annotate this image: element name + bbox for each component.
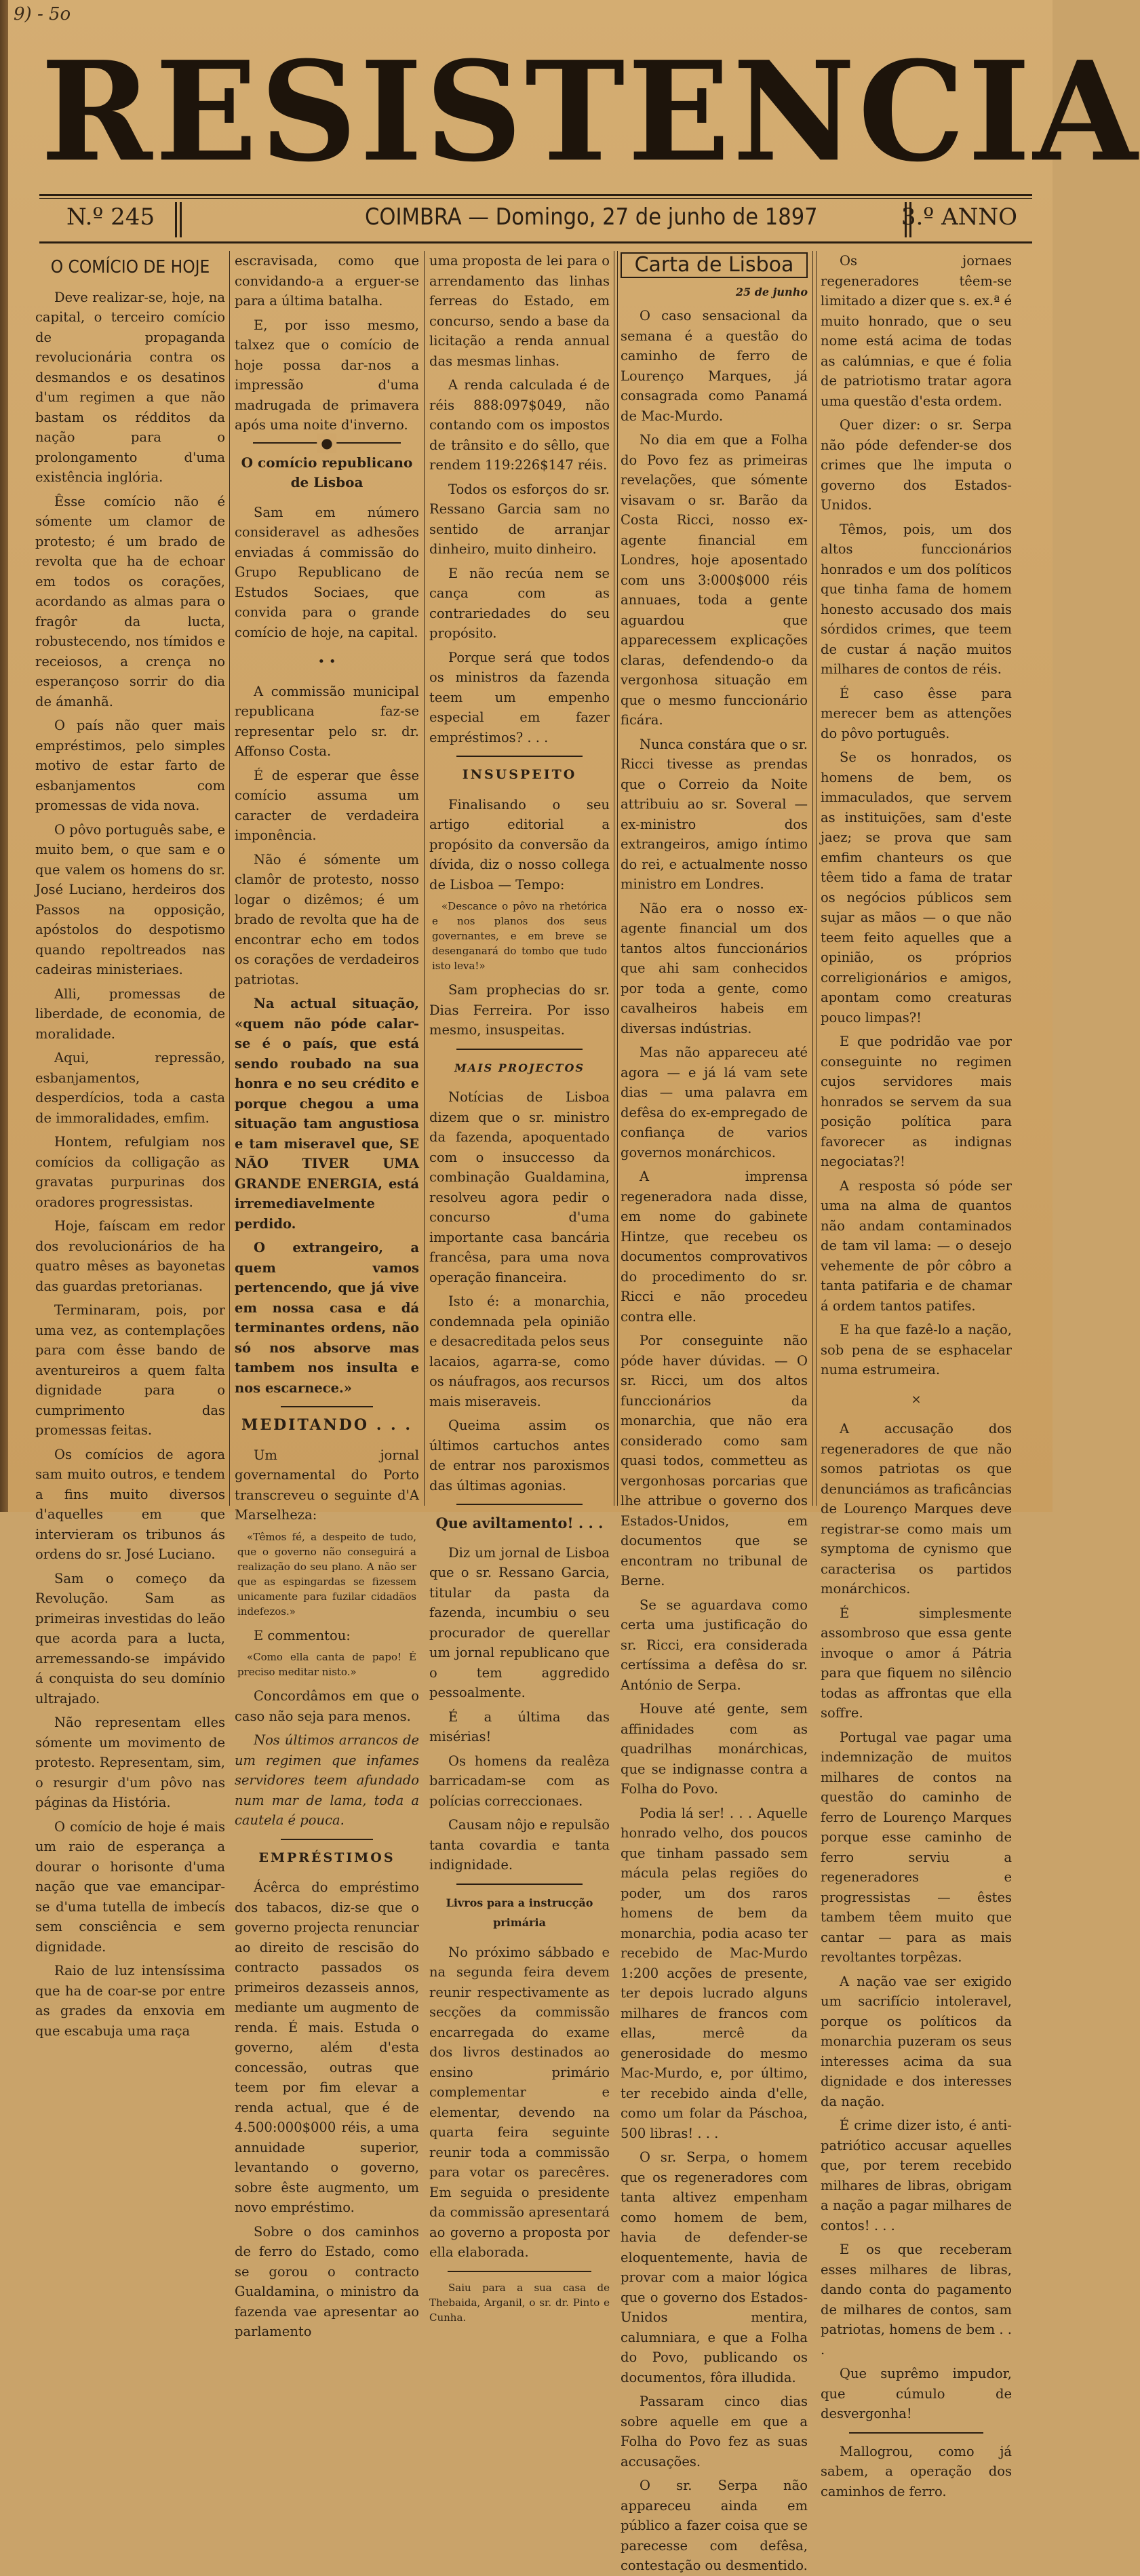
paragraph: O sr. Serpa, o homem que os regeneradores com tanta altivez empenham como homem de bem, havia de defender-se eloquentemente, havia de provar com a maior lógica que o governo dos Estados-Unidos mentira, calumniara, e que a Folha do Povo, publicando os documentos, fôra illudida.	[621, 2149, 808, 2385]
article-heading: Carta de Lisboa	[634, 253, 794, 277]
paragraph: Sam em número consideravel as adhesões enviadas á commissão do Grupo Republicano de Estudos Sociaes, que convida para o grande comício de hoje, na capital.	[235, 504, 419, 640]
paragraph: Porque será que todos os ministros da fazenda teem um empenho especial em fazer empréstimos? . . .	[429, 649, 610, 745]
divider	[281, 1406, 373, 1407]
divider	[448, 2271, 592, 2272]
paragraph: E, por isso mesmo, talxez que o comício de hoje possa dar-nos a impressão d'uma madrugada de primavera após uma noite d'inverno.	[235, 317, 419, 433]
column-rule	[812, 251, 817, 1506]
paragraph: Aqui, repressão, esbanjamentos, desperdícios, toda a casta de immoralidades, emfim.	[35, 1050, 225, 1126]
paragraph: Não era o nosso ex-agente financial um dos tantos altos funccionários que ahi sam conhecidos por toda a gente, como cavalheiros habeis em diversas indústrias.	[621, 900, 808, 1036]
paragraph: É caso êsse para merecer bem as attenções do pôvo português.	[821, 685, 1012, 741]
quotation: «Descance o pôvo na rhetórica e nos planos dos seus governantes, e em breve se desenganará do tombo que tudo isto leva!»	[432, 900, 607, 972]
paragraph: Podia lá ser! . . . Aquelle honrado velho, dos poucos que tinham passado sem mácula pelas regiões do poder, um dos raros homens de bem da monarchia, podia acaso ter recebido de Mac-Murdo 1:200 acções de presente, ter depois lucrado alguns milhares de francos com ellas, mercê da generosidade do mesmo Mac-Murdo, e, por último, ter recebido ainda d'elle, como um folar da Páschoa, 500 libras! . . .	[621, 1805, 808, 2141]
paragraph: A accusação dos regeneradores de que não somos patriotas os que denunciámos as traficâncias de Lourenço Marques deve registrar-se como mais um symptoma de cynismo que caracterisa os partidos monárchicos.	[821, 1421, 1012, 1597]
paragraph: O país não quer mais empréstimos, pelo simples motivo de estar farto de esbanjamentos com promessas de vida nova.	[35, 718, 225, 813]
paragraph: Passaram cinco dias sobre aquelle em que a Folha do Povo fez as suas accusações.	[621, 2394, 808, 2470]
paragraph: O sr. Serpa não appareceu ainda em público a fazer coisa que se parecesse com defêsa, contestação ou desmentido.	[621, 2478, 808, 2573]
paragraph: Raio de luz intensíssima que ha de coar-se por entre as grades da enxovia em que escabuja uma raça	[35, 1963, 225, 2039]
paragraph: Os jornaes regeneradores têem-se limitado a dizer que s. ex.ª é muito honrado, que o seu nome está acima de todas as calúmnias, e que é folia de patriotismo tratar agora uma questão d'esta ordem.	[821, 253, 1012, 409]
article-heading: Livros para a instrucção primária	[446, 1896, 593, 1929]
divider	[456, 1049, 583, 1050]
issue-year: 3.º ANNO	[901, 203, 1017, 231]
divider	[849, 2432, 983, 2434]
article-heading: O COMÍCIO DE HOJE	[50, 257, 210, 277]
paragraph: A commissão municipal republicana faz-se representar pelo sr. dr. Affonso Costa.	[235, 683, 419, 759]
paragraph: Sobre o dos caminhos de ferro do Estado, como se gorou o contracto Gualdamina, o ministro da fazenda vae apresentar ao parlamento	[235, 2223, 419, 2339]
paragraph: Na actual situação, «quem não póde calar-se é o país, que está sendo roubado na sua honra e no seu crédito e porque chegou a uma situação tam angustiosa e tam miseravel que, SE NÃO TIVER UMA GRANDE ENERGIA, está irremediavelmente perdido.	[235, 996, 419, 1232]
divider	[175, 202, 177, 237]
paragraph: Saiu para a sua casa de Thebaida, Arganil, o sr. dr. Pinto e Cunha.	[429, 2281, 610, 2324]
paragraph: Que suprêmo impudor, que cúmulo de desvergonha!	[821, 2366, 1012, 2421]
paragraph: Isto é: a monarchia, condemnada pela opinião e desacreditada pelos seus lacaios, agarra-se, como os náufragos, aos recursos mais miseraveis.	[429, 1293, 610, 1409]
divider	[39, 241, 1032, 243]
paragraph: Se os honrados, os homens de bem, os immaculados, que servem as instituições, sam d'este jaez; se prova que sam emfim chanteurs os que têem tido a fama de tratar os negócios públicos sem sujar as mãos — o que não teem feito aquelles que a opinião, os próprios correligionários e amigos, apontam como creaturas pouco limpas?!	[821, 749, 1012, 1026]
paragraph: Nos últimos arrancos de um regimen que infames servidores teem afundado num mar de lama, toda a cautela é pouca.	[235, 1732, 419, 1828]
column-1	[35, 251, 225, 2039]
paragraph: Houve até gente, sem affinidades com as quadrilhas monárchicas, que se indignasse contra a Folha do Povo.	[621, 1701, 808, 1797]
dateline	[39, 202, 1032, 240]
article-heading: Que aviltamento! . . .	[435, 1515, 604, 1531]
paragraph: E não recúa nem se cança com as contrariedades do seu propósito.	[429, 565, 610, 641]
paragraph: uma proposta de lei para o arrendamento das linhas ferreas do Estado, em concurso, sendo a base da licitação a renda annual das mesmas linhas.	[429, 253, 610, 369]
issue-date: COIMBRA — Domingo, 27 de junho de 1897	[365, 203, 818, 231]
divider	[456, 1884, 583, 1885]
paragraph: Não é sómente um clamôr de protesto, nosso logar o dizêmos; é um brado de revolta que ha de encontrar echo em todos os corações de verdadeiros patriotas.	[235, 851, 419, 988]
paragraph: Por conseguinte não póde haver dúvidas. — O sr. Ricci, um dos altos funccionários da monarchia, que não era considerado como sam quasi todos, commetteu as vergonhosas porcarias que lhe attribue o governo dos Estados-Unidos, em documentos que se encontram no tribunal de Berne.	[621, 1333, 808, 1588]
paragraph: Mas não appareceu até agora — e já lá vam sete dias — uma palavra em defêsa do ex-empregado de confiança de varios governos monárchicos.	[621, 1045, 808, 1160]
paragraph: Sam o começo da Revolução. Sam as primeiras investidas do leão que acorda para a lucta, arremessando-se impávido á conquista do seu domínio ultrajado.	[35, 1570, 225, 1706]
column-rule	[614, 251, 618, 1506]
paragraph: Concordâmos em que o caso não seja para menos.	[235, 1688, 419, 1724]
heading-box	[621, 252, 808, 278]
article-body	[821, 251, 1012, 1380]
paragraph: O comício de hoje é mais um raio de esperança a dourar o horisonte d'uma nação que vae emancipar-se d'uma tutella de imbecís sem consciência e sem dignidade.	[35, 1818, 225, 1955]
newspaper-title: RESISTENCIA	[41, 31, 1140, 193]
ornament-divider	[253, 442, 401, 444]
paragraph: Finalisando o seu artigo editorial a propósito da conversão da dívida, diz o nosso collega de Lisboa — Tempo:	[429, 796, 610, 893]
paragraph: No próximo sábbado e na segunda feira devem reunir respectivamente as secções da commissão encarregada do exame dos livros destinados ao ensino primário complementar e elementar, devendo na quarta feira seguinte reunir toda a commissão para votar os parecêres. Em seguida o presidente da commissão apresentará ao governo a proposta por ella elaborada.	[429, 1944, 610, 2260]
paragraph: O caso sensacional da semana é a questão do caminho de ferro de Lourenço Marques, já consagrada como Panamá de Mac-Murdo.	[621, 308, 808, 424]
quotation: «Têmos fé, a despeito de tudo, que o governo não conseguirá a realização do seu plano. A não ser que as espingardas se fizessem unicamente para fuzilar cidadãos indefezos.»	[237, 1530, 416, 1618]
paragraph: Notícias de Lisboa dizem que o sr. ministro da fazenda, apoquentado com o insuccesso da combinação Gualdamina, resolveu agora pedir o concurso d'uma importante casa bancária francêsa, para uma nova operação financeira.	[429, 1089, 610, 1285]
paragraph: Nunca constára que o sr. Ricci tivesse as prendas que o Correio da Noite attribuiu ao sr. Soveral — ex-ministro dos extrangeiros, amigo íntimo do rei, e actualmente nosso ministro em Londres.	[621, 736, 808, 892]
issue-number: N.º 245	[66, 203, 155, 231]
paragraph: Se se aguardava como certa uma justificação do sr. Ricci, era considerada certíssima a defêsa do sr. António de Serpa.	[621, 1597, 808, 1693]
divider	[281, 1839, 373, 1840]
paragraph: Os comícios de agora sam muito outros, e tendem a fins muito diversos d'aquelles em que intervieram os tribunos ás ordens do sr. José Luciano.	[35, 1446, 225, 1562]
divider	[456, 756, 583, 757]
paragraph: escravisada, como que convidando-a a erguer-se para a última batalha.	[235, 253, 419, 309]
paragraph: Queima assim os últimos cartuchos antes de entrar nos paroxismos das últimas agonias.	[429, 1418, 610, 1494]
paragraph: O extrangeiro, a quem vamos pertencendo, que já vive em nossa casa e dá terminantes ordens, não só nos absorve mas tambem nos insulta e nos escarnece.»	[235, 1240, 419, 1396]
paragraph: O pôvo português sabe, e muito bem, o que sam e o que valem os homens do sr. José Luciano, herdeiros dos Passos na opposição, apóstolos do despotismo quando repoltreados nas cadeiras ministeriaes.	[35, 821, 225, 977]
paragraph: Quer dizer: o sr. Serpa não póde defender-se dos crimes que lhe imputa o governo dos Estados-Unidos.	[821, 417, 1012, 513]
paragraph: Mallogrou, como já sabem, a operação dos caminhos de ferro.	[821, 2443, 1012, 2499]
paragraph: A resposta só póde ser uma na alma de quantos não andam contaminados de tam vil lama: — o desejo vehemente de pôr côbro a tanta patifaria e de chamar á ordem tantos patifes.	[821, 1177, 1012, 1314]
paragraph: Os homens da realêza barricadam-se com as polícias correccionaes.	[429, 1753, 610, 1809]
paragraph: A nação vae ser exigido um sacrifício intoleravel, porque os políticos da monarchia puzeram os seus interesses acima da sua dignidade e dos interesses da nação.	[821, 1973, 1012, 2109]
paragraph: E ha que fazê-lo a nação, sob pena de se esphacelar numa estrumeira.	[821, 1322, 1012, 1378]
column-rule	[424, 251, 425, 1506]
divider	[39, 198, 1032, 199]
paragraph: Têmos, pois, um dos altos funccionários honrados e um dos políticos que tinha fama de homem honesto accusado dos mais sórdidos crimes, que teem de custar á nação muitos milhares de contos de réis.	[821, 521, 1012, 677]
article-heading: EMPRÉSTIMOS	[258, 1850, 395, 1865]
column-2	[235, 251, 419, 2339]
paragraph: Portugal vae pagar uma indemnização de muitos milhares de contos na questão do caminho de ferro de Lourenço Marques porque esse caminho de ferro serviu a regeneradores e progressistas — êstes tambem têem muito que cantar — para as mais revoltantes torpêzas.	[821, 1729, 1012, 1965]
divider	[456, 1504, 583, 1505]
letter-date: 25 de junho	[735, 285, 808, 298]
section-separator: ×	[911, 1392, 922, 1407]
paragraph: Sam prophecias do sr. Dias Ferreira. Por isso mesmo, insuspeitas.	[429, 982, 610, 1038]
paragraph: A renda calculada é de réis 888:097$049, não contando com os impostos de trânsito e do sêllo, que rendem 119:226$147 réis.	[429, 377, 610, 473]
paragraph: A imprensa regeneradora nada disse, em nome do gabinete Hintze, que recebeu os documentos comprovativos do procedimento do sr. Ricci e não procedeu contra elle.	[621, 1169, 808, 1325]
column-4	[621, 251, 808, 2573]
divider	[39, 194, 1032, 196]
paragraph: Hontem, refulgiam nos comícios da colligação as gravatas purpurinas dos oradores progressistas.	[35, 1134, 225, 1210]
divider	[180, 202, 182, 237]
paragraph: Terminaram, pois, por uma vez, as contemplações para com êsse bando de aventureiros a quem falta dignidade para o cumprimento das promessas feitas.	[35, 1302, 225, 1438]
article-heading: MAIS PROJECTOS	[454, 1061, 585, 1074]
article-heading: INSUSPEITO	[462, 767, 577, 782]
quotation: «Como ella canta de papo! É preciso meditar nisto.»	[237, 1651, 416, 1678]
paragraph: É a última das misérias!	[429, 1709, 610, 1744]
paragraph: Diz um jornal de Lisboa que o sr. Ressano Garcia, titular da pasta da fazenda, incumbiu o seu procurador de querellar um jornal republicano que o tem aggredido pessoalmente.	[429, 1544, 610, 1700]
paragraph: No dia em que a Folha do Povo fez as primeiras revelações, que sómente visavam o sr. Barão da Costa Ricci, nosso ex-agente financial em Londres, hoje aposentado com uns 3:000$000 réis annuaes, toda a gente aguardou que apparecessem explicações claras, defendendo-o da vergonhosa situação em que o mesmo funccionário ficára.	[621, 432, 808, 728]
paragraph: E commentou:	[254, 1627, 351, 1643]
paragraph: Todos os esforços do sr. Ressano Garcia sam no sentido de arranjar dinheiro, muito dinheiro.	[429, 481, 610, 557]
asterism: • •	[317, 655, 336, 669]
paragraph: Um jornal governamental do Porto transcreveu o seguinte d'A Marselheza:	[235, 1447, 419, 1523]
paragraph: Causam nôjo e repulsão tanta covardia e tanta indignidade.	[429, 1817, 610, 1873]
article-body	[35, 288, 225, 2042]
column-3	[429, 251, 610, 2324]
paragraph: Ácêrca do empréstimo dos tabacos, diz-se que o governo projecta renunciar ao direito de rescisão do contracto passados os primeiros dezasseis annos, mediante um augmento de renda. É mais. Estuda o governo, além d'esta concessão, outras que teem por fim elevar a renda actual, que é de 4.500:000$000 réis, a uma annuidade superior, levantando o governo, sobre êste augmento, um novo empréstimo.	[235, 1879, 419, 2215]
paragraph: É simplesmente assombroso que essa gente invoque o amor á Pátria para que fiquem no silêncio todas as affrontas que ella soffre.	[821, 1605, 1012, 1721]
paragraph: Alli, promessas de liberdade, de economia, de moralidade.	[35, 985, 225, 1042]
article-body	[621, 306, 808, 2576]
article-heading: O comício republicano de Lisboa	[241, 454, 413, 490]
paragraph: Não representam elles sómente um movimento de protesto. Representam, sim, o resurgir d'um pôvo nas páginas da História.	[35, 1715, 225, 1810]
paragraph: É de esperar que êsse comício assuma um caracter de verdadeira imponência.	[235, 767, 419, 843]
masthead	[41, 31, 1140, 193]
article-heading: MEDITANDO . . .	[241, 1416, 413, 1434]
paragraph: Êsse comício não é sómente um clamor de protesto; é um brado de revolta que ha de echoar em todos os corações, acordando as almas para o fragôr da lucta, robustecendo, nos tímidos e receiosos, a crença no esperançoso sorrir do dia de ámanhã.	[35, 493, 225, 709]
article-body	[821, 1419, 1012, 2424]
column-rule	[229, 251, 230, 1506]
paragraph: Deve realizar-se, hoje, na capital, o terceiro comício de propaganda revolucionária contra os desmandos e os desatinos d'um regimen a que não bastam os rédditos da nação para o prolongamento d'uma existência inglória.	[35, 289, 225, 485]
paragraph: E os que receberam esses milhares de libras, dando conta do pagamento de milhares de contos, sam patriotas, homens de bem . . .	[821, 2242, 1012, 2358]
margin-note: 9) - 5o	[14, 4, 71, 24]
column-5	[821, 251, 1012, 2499]
paragraph: Hoje, faíscam em redor dos revolucionários de ha quatro mêses as bayonetas das guardas pretorianas.	[35, 1218, 225, 1294]
paragraph: É crime dizer isto, é anti-patriótico accusar aquelles que, por terem recebido milhares de libras, obrigam a nação a pagar milhares de contos! . . .	[821, 2118, 1012, 2233]
paragraph: E que podridão vae por conseguinte no regimen cujos servidores mais honrados se servem da sua posição política para favorecer as indignas negociatas?!	[821, 1034, 1012, 1169]
